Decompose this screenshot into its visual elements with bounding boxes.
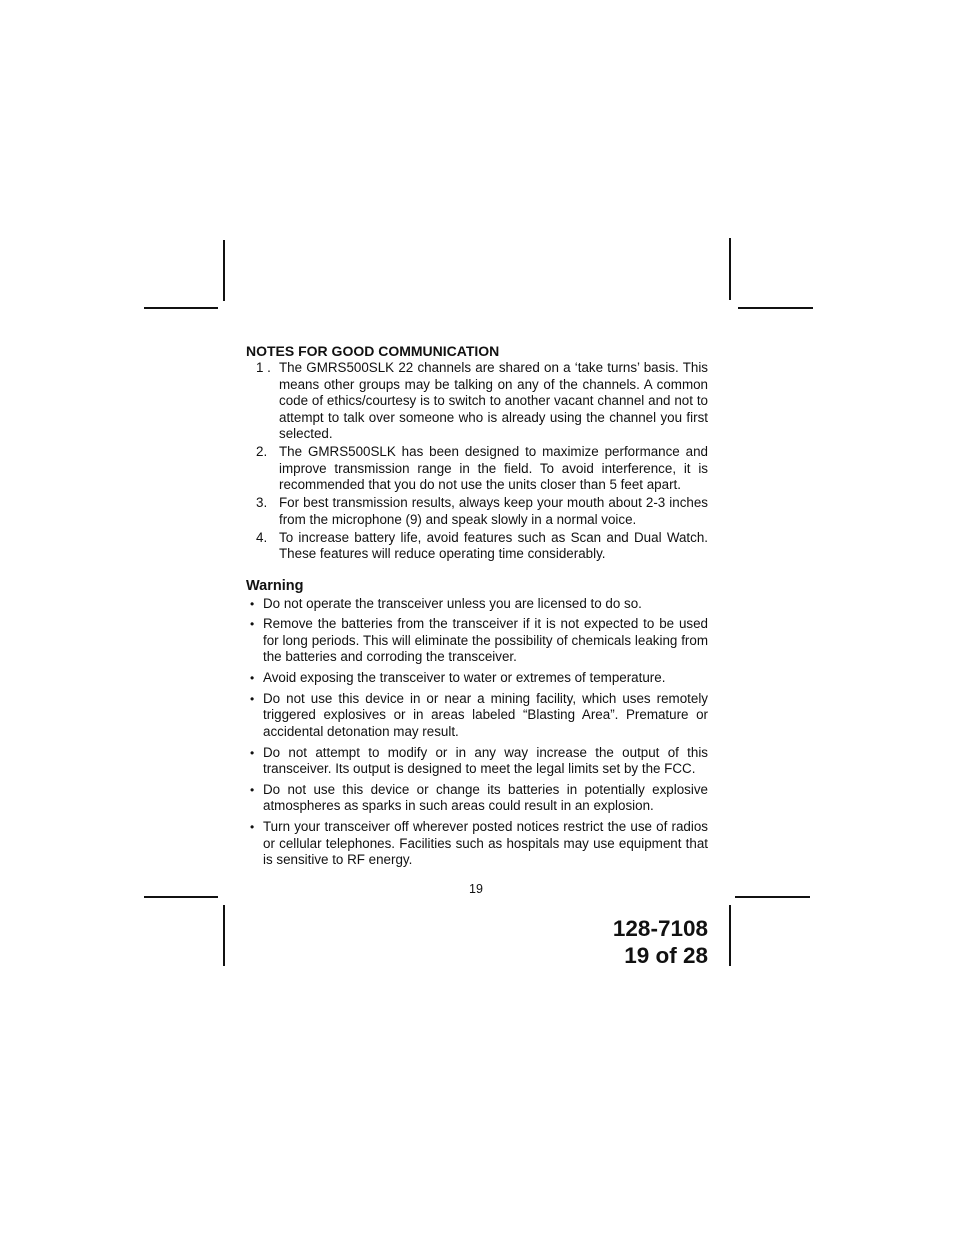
warning-list bbox=[246, 596, 708, 869]
item-number: 4. bbox=[256, 529, 268, 545]
bullet-icon: • bbox=[250, 596, 255, 611]
bullet-icon: • bbox=[250, 745, 255, 760]
item-text: Do not attempt to modify or in any way increase the output of this transceiver. Its output is designed to meet the legal limits set by the FCC. bbox=[263, 744, 708, 777]
item-text: The GMRS500SLK 22 channels are shared on a ‘take turns’ basis. This means other groups may be talking on any of the channels. A common code of ethics/courtesy is to switch to another vacant channel and not to attempt to talk over someone who is already using the channel you first selected. bbox=[279, 360, 708, 441]
item-number: 3. bbox=[256, 495, 268, 510]
crop-mark-bottom-left-vertical bbox=[223, 905, 225, 966]
page-content bbox=[246, 342, 708, 873]
list-item bbox=[246, 444, 708, 494]
list-item bbox=[246, 782, 708, 815]
item-number: 2. bbox=[256, 444, 268, 459]
page-of-count: 19 of 28 bbox=[624, 943, 708, 968]
crop-mark-top-right-horizontal bbox=[738, 307, 813, 309]
crop-mark-bottom-right-vertical bbox=[729, 905, 731, 966]
list-item bbox=[246, 691, 708, 741]
bullet-icon: • bbox=[250, 617, 255, 632]
item-text: Turn your transceiver off wherever posted notices restrict the use of radios or cellular telephones. Facilities such as hospitals may use equipment that is sensitive to RF energy. bbox=[263, 819, 708, 868]
warning-heading: Warning bbox=[246, 577, 304, 594]
page-number: 19 bbox=[469, 882, 483, 896]
list-item bbox=[246, 819, 708, 869]
item-text: Remove the batteries from the transceiver if it is not expected to be used for long periods. This will eliminate the possibility of chemicals leaking from the batteries and corroding the transceiver. bbox=[263, 616, 708, 665]
list-item bbox=[246, 530, 708, 563]
list-item bbox=[246, 670, 708, 687]
crop-mark-bottom-right-horizontal bbox=[735, 896, 810, 898]
notes-heading: NOTES FOR GOOD COMMUNICATION bbox=[246, 343, 500, 359]
list-item bbox=[246, 495, 708, 528]
document-number: 128-7108 bbox=[612, 916, 708, 941]
document-number-block bbox=[560, 915, 708, 969]
crop-mark-top-left-horizontal bbox=[144, 307, 218, 309]
bullet-icon: • bbox=[250, 691, 255, 706]
crop-mark-top-left-vertical bbox=[223, 240, 225, 301]
item-number: 1 . bbox=[256, 360, 271, 375]
item-text: To increase battery life, avoid features such as Scan and Dual Watch. These features will reduce operating time considerably. bbox=[279, 529, 708, 561]
notes-list bbox=[246, 360, 708, 563]
item-text: For best transmission results, always keep your mouth about 2-3 inches from the microphone (9) and speak slowly in a normal voice. bbox=[279, 495, 708, 527]
list-item bbox=[246, 360, 708, 443]
crop-mark-bottom-left-horizontal bbox=[144, 896, 218, 898]
bullet-icon: • bbox=[250, 782, 255, 797]
item-text: Do not use this device or change its batteries in potentially explosive atmospheres as sparks in such areas could result in an explosion. bbox=[263, 781, 708, 814]
list-item bbox=[246, 616, 708, 666]
list-item bbox=[246, 596, 708, 613]
item-text: Avoid exposing the transceiver to water or extremes of temperature. bbox=[263, 670, 666, 686]
item-text: Do not operate the transceiver unless you are licensed to do so. bbox=[263, 595, 642, 611]
item-text: Do not use this device in or near a mining facility, which uses remotely triggered explosives or in areas labeled “Blasting Area”. Premature or accidental detonation may result. bbox=[263, 690, 708, 739]
list-item bbox=[246, 745, 708, 778]
item-text: The GMRS500SLK has been designed to maximize performance and improve transmission range in the field. To avoid interference, it is recommended that you do not use the units closer than 5 feet apart. bbox=[279, 444, 708, 492]
bullet-icon: • bbox=[250, 671, 255, 686]
crop-mark-top-right-vertical bbox=[729, 238, 731, 300]
bullet-icon: • bbox=[250, 820, 255, 835]
